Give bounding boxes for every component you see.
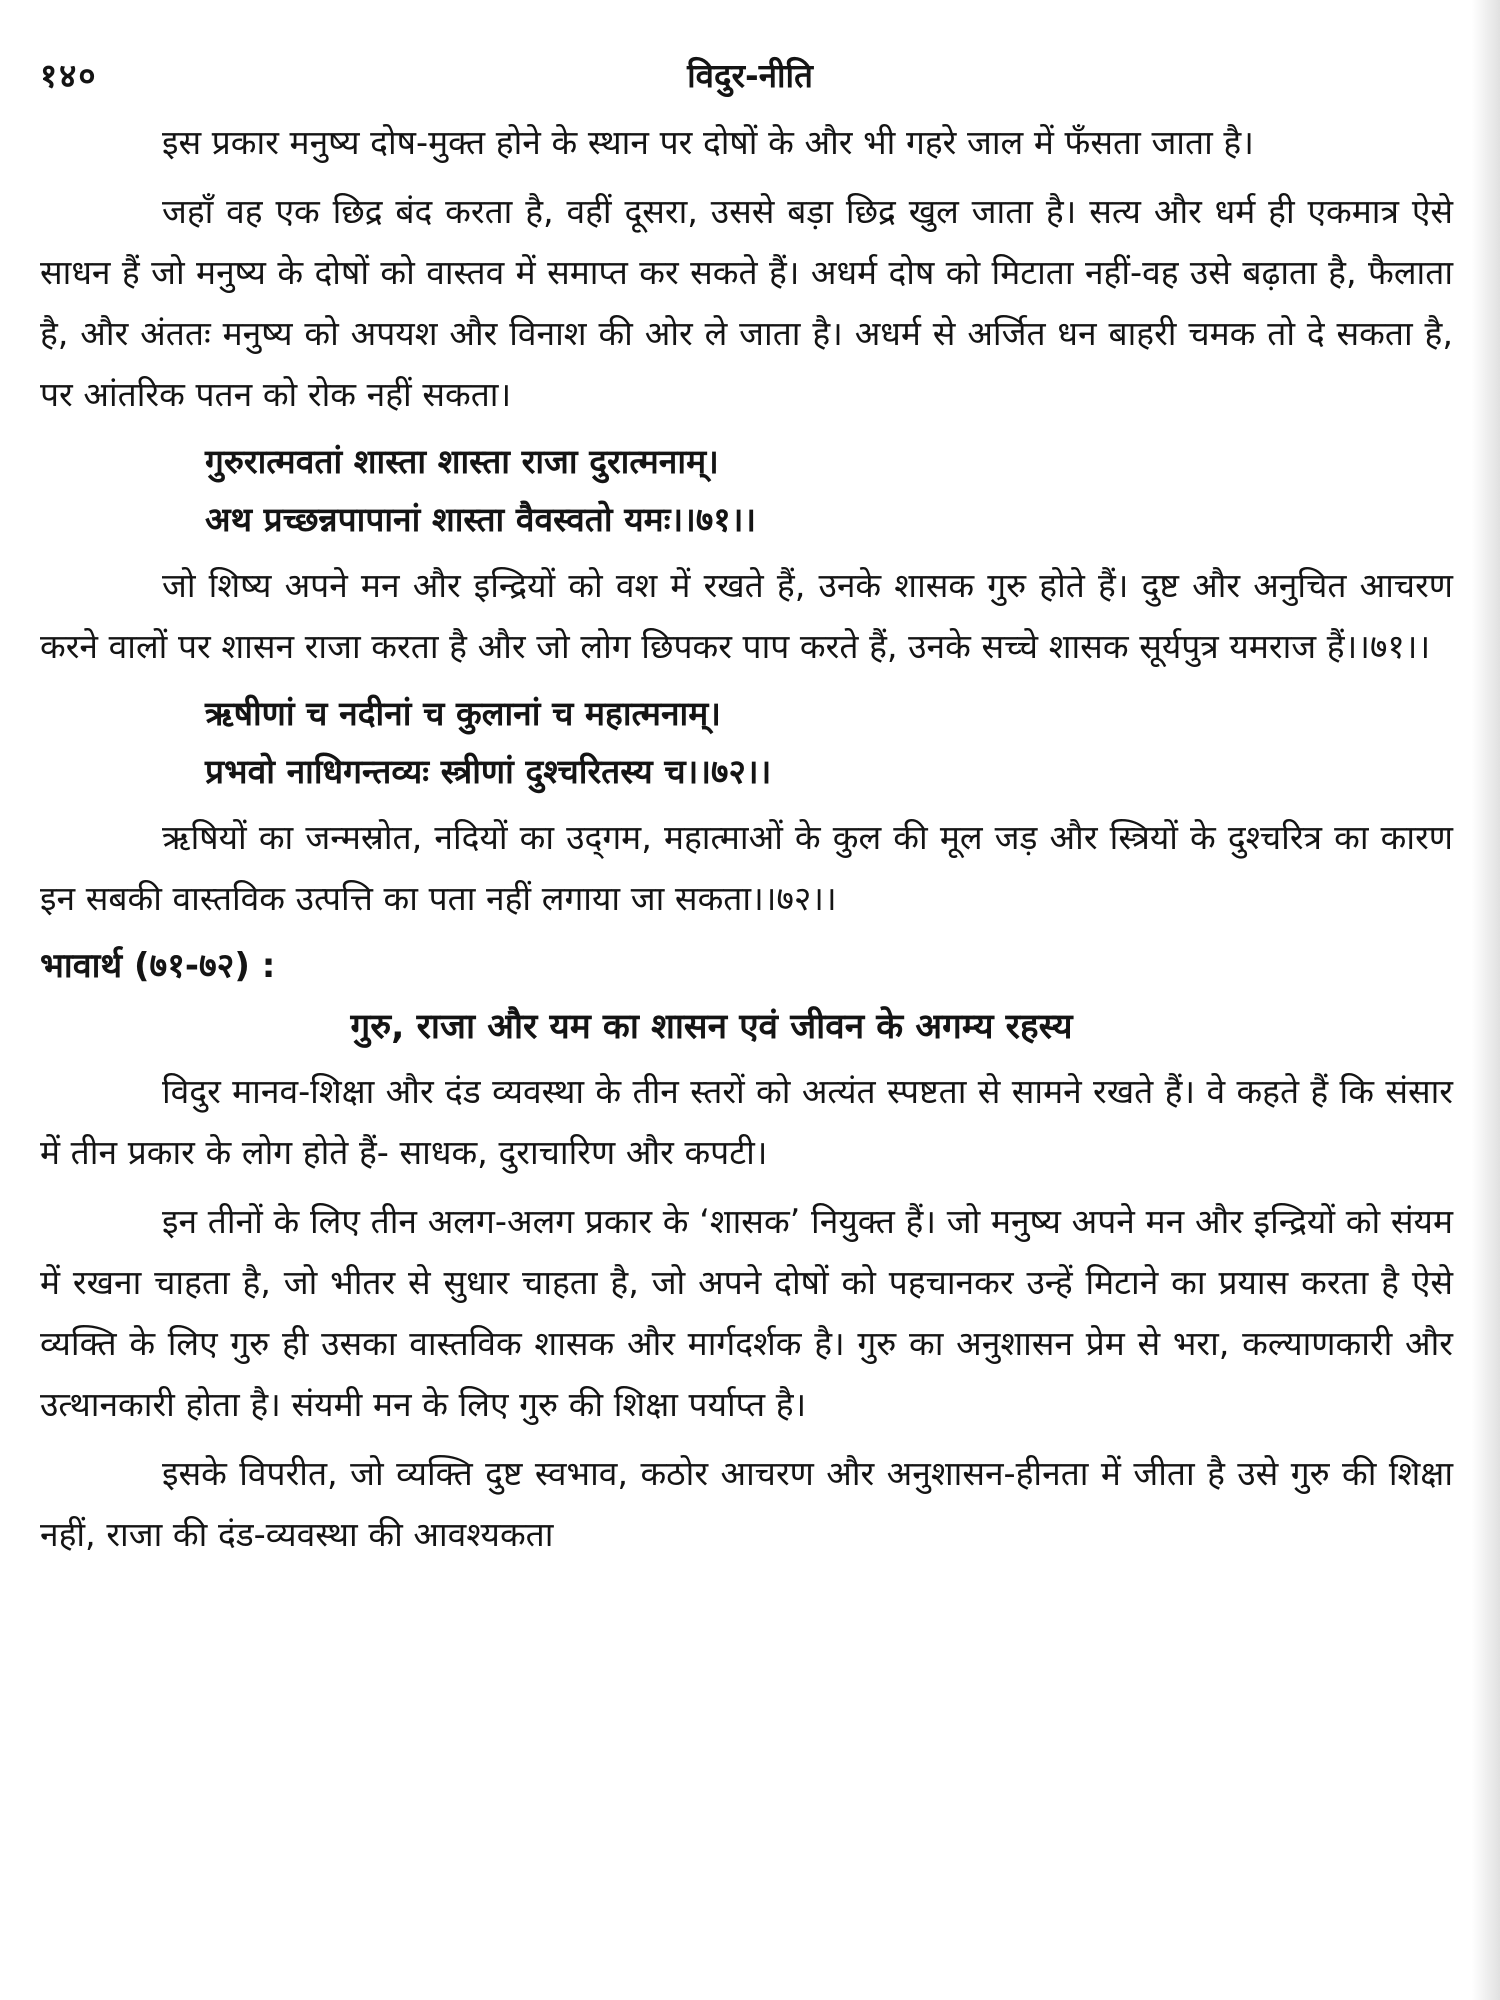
page-number: १४० bbox=[40, 56, 98, 95]
paragraph-3: जो शिष्य अपने मन और इन्द्रियों को वश में रखते हैं, उनके शासक गुरु होते हैं। दुष्ट और अनुचित आचरण करने वालों पर शासन राजा करता है और जो लोग छिपकर पाप करते हैं, उनके सच्चे शासक सूर्यपुत्र यमराज हैं।।७१।। bbox=[40, 566, 1453, 666]
verse-72 bbox=[40, 685, 1453, 801]
verse-72-line-1: ऋषीणां च नदीनां च कुलानां च महात्मनाम्। bbox=[205, 694, 721, 733]
paragraph-7: इसके विपरीत, जो व्यक्ति दुष्ट स्वभाव, कठोर आचरण और अनुशासन-हीनता में जीता है उसे गुरु की शिक्षा नहीं, राजा की दंड-व्यवस्था की आवश्यकता bbox=[40, 1454, 1453, 1554]
paragraph-6: इन तीनों के लिए तीन अलग-अलग प्रकार के ‘शासक’ नियुक्त हैं। जो मनुष्य अपने मन और इन्द्रियों को संयम में रखना चाहता है, जो भीतर से सुधार चाहता है, जो अपने दोषों को पहचानकर उन्हें मिटाने का प्रयास करता है ऐसे व्यक्ति के लिए गुरु ही उसका वास्तविक शासक और मार्गदर्शक है। गुरु का अनुशासन प्रेम से भरा, कल्याणकारी और उत्थानकारी होता है। संयमी मन के लिए गुरु की शिक्षा पर्याप्त है। bbox=[40, 1202, 1453, 1424]
paragraph-4: ऋषियों का जन्मस्रोत, नदियों का उद्‌गम, महात्माओं के कुल की मूल जड़ और स्त्रियों के दुश्चरित्र का कारण इन सबकी वास्तविक उत्पत्ति का पता नहीं लगाया जा सकता।।७२।। bbox=[40, 818, 1453, 918]
verse-72-line-2: प्रभवो नाधिगन्तव्यः स्त्रीणां दुश्चरितस्य च।।७२।। bbox=[205, 752, 772, 791]
page-body bbox=[40, 112, 1453, 1573]
verse-71-line-1: गुरुरात्मवतां शास्ता शास्ता राजा दुरात्मनाम्। bbox=[205, 442, 719, 481]
paragraph-1: इस प्रकार मनुष्य दोष-मुक्त होने के स्थान पर दोषों के और भी गहरे जाल में फँसता जाता है। bbox=[162, 123, 1254, 162]
paragraph-2: जहाँ वह एक छिद्र बंद करता है, वहीं दूसरा, उससे बड़ा छिद्र खुल जाता है। सत्य और धर्म ही एकमात्र ऐसे साधन हैं जो मनुष्य के दोषों को वास्तव में समाप्त कर सकते हैं। अधर्म दोष को मिटाता नहीं-वह उसे बढ़ाता है, फैलाता है, और अंततः मनुष्य को अपयश और विनाश की ओर ले जाता है। अधर्म से अर्जित धन बाहरी चमक तो दे सकता है, पर आंतरिक पतन को रोक नहीं सकता। bbox=[40, 192, 1453, 414]
bhavarth-title: गुरु, राजा और यम का शासन एवं जीवन के अगम्य रहस्य bbox=[350, 1007, 1073, 1047]
paragraph-5: विदुर मानव-शिक्षा और दंड व्यवस्था के तीन स्तरों को अत्यंत स्पष्टता से सामने रखते हैं। वे कहते हैं कि संसार में तीन प्रकार के लोग होते हैं- साधक, दुराचारिण और कपटी। bbox=[40, 1072, 1453, 1172]
page-header bbox=[40, 52, 1460, 96]
bhavarth-heading: भावार्थ (७१-७२) : bbox=[40, 946, 276, 986]
verse-71-line-2: अथ प्रच्छन्नपापानां शास्ता वैवस्वतो यमः।।७१।। bbox=[205, 500, 757, 539]
running-title: विदुर-नीति bbox=[687, 56, 813, 95]
page-edge-shadow bbox=[1472, 0, 1500, 2000]
verse-71 bbox=[40, 433, 1453, 549]
